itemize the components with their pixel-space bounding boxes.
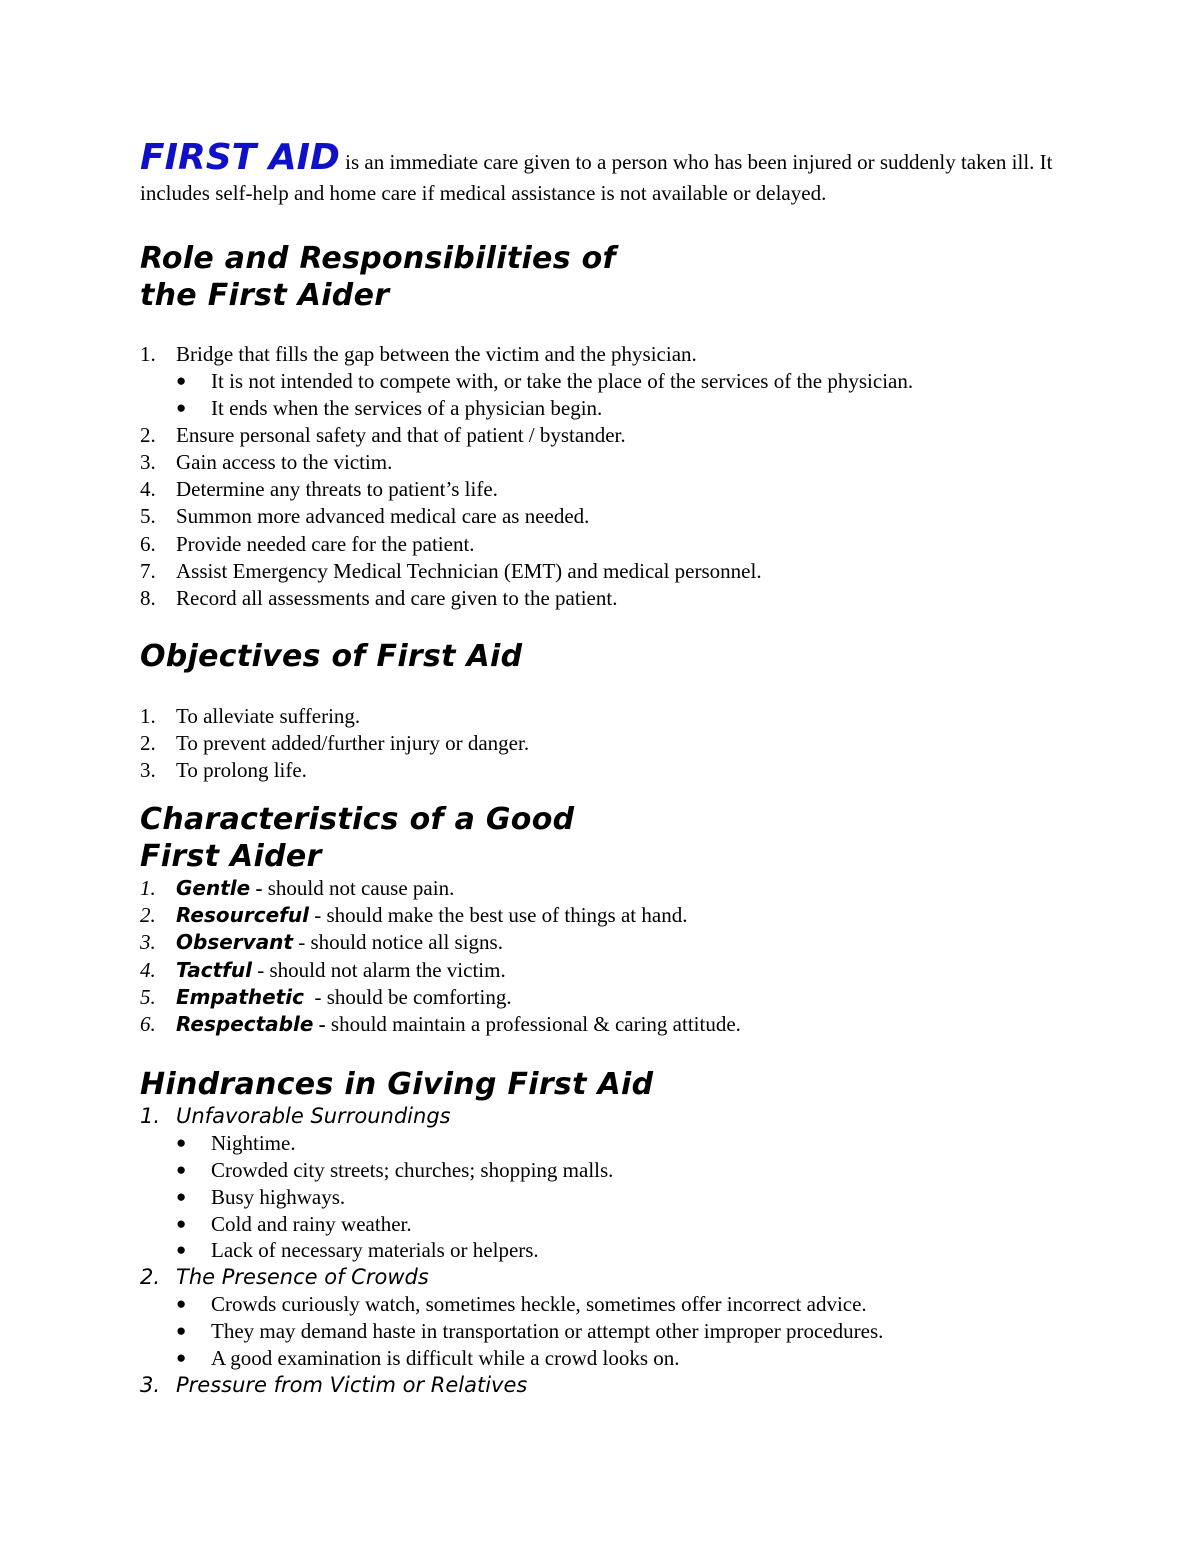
list-item: 3. To prolong life. [140,758,307,783]
characteristics-heading: Characteristics of a Good First Aider [140,802,575,874]
list-item: 7. Assist Emergency Medical Technician (EMT) and medical personnel. [140,558,762,583]
sub-list-item: ● Crowds curiously watch, sometimes heckle, sometimes offer incorrect advice. [176,1292,867,1317]
bullet-icon: ● [176,1321,187,1341]
bullet-icon: ● [176,1186,187,1206]
intro-text: is an immediate care given to a person who has been injured or suddenly taken ill. It includes self-help and home care if medical assistance is not available or delayed. [140,150,1053,205]
list-item: 1. Bridge that fills the gap between the victim and the physician. [140,342,697,366]
sub-list-item: ● Crowded city streets; churches; shopping malls. [176,1157,614,1182]
sub-list-item: ● Nightime. [176,1131,296,1156]
list-item: 5. Empathetic - should be comforting. [140,984,512,1009]
bullet-icon: ● [176,1213,187,1233]
intro-paragraph [140,137,1080,209]
list-item: 6. Provide needed care for the patient. [140,531,475,556]
objectives-list [140,703,1080,785]
list-item: 1. Unfavorable Surroundings [140,1104,451,1128]
bullet-icon: ● [176,371,187,391]
sub-list-item: ● Lack of necessary materials or helpers. [176,1238,539,1263]
list-item: 8. Record all assessments and care given to the patient. [140,585,618,610]
list-item: 2. The Presence of Crowds [140,1265,429,1290]
sub-list-item: ● They may demand haste in transportation or attempt other improper procedures. [176,1319,884,1344]
list-item: 2. Resourceful - should make the best use of things at hand. [140,903,688,928]
sub-list-item: ● It ends when the services of a physician begin. [176,395,603,420]
list-item: 4. Determine any threats to patient’s life. [140,477,498,502]
bullet-icon: ● [176,1347,187,1367]
list-item: 1. To alleviate suffering. [140,704,361,728]
list-item: 2. To prevent added/further injury or danger. [140,731,530,756]
roles-list [140,341,1080,612]
list-item: 6. Respectable - should maintain a professional & caring attitude. [140,1011,741,1036]
roles-heading [140,240,616,314]
hindrances-heading: Hindrances in Giving First Aid [140,1067,654,1102]
sub-list-item: ● It is not intended to compete with, or take the place of the services of the physician. [176,369,914,394]
sub-list-item: ● A good examination is difficult while a crowd looks on. [176,1345,680,1370]
sub-list-item: ● Cold and rainy weather. [176,1211,412,1236]
list-item: 5. Summon more advanced medical care as needed. [140,504,590,529]
list-item: 2. Ensure personal safety and that of patient / bystander. [140,422,626,447]
objectives-heading: Objectives of First Aid [140,639,523,674]
characteristics-list [140,875,1080,1038]
list-item: 4. Tactful - should not alarm the victim. [140,957,506,982]
bullet-icon: ● [176,1159,187,1179]
list-item: 3. Pressure from Victim or Relatives [140,1372,528,1397]
bullet-icon: ● [176,1240,187,1260]
hindrances-list [140,1103,1080,1399]
roles-heading-line1: Role and Responsibilities of [140,241,616,276]
list-item: 3. Gain access to the victim. [140,449,393,474]
list-item: 3. Observant - should notice all signs. [140,930,503,955]
bullet-icon: ● [176,1294,187,1314]
sub-list-item: ● Busy highways. [176,1184,346,1209]
bullet-icon: ● [176,1133,187,1153]
first-aid-term: FIRST AID [140,137,340,178]
list-item: 1. Gentle - should not cause pain. [140,876,455,900]
roles-heading-line2: the First Aider [140,278,390,313]
bullet-icon: ● [176,397,187,417]
